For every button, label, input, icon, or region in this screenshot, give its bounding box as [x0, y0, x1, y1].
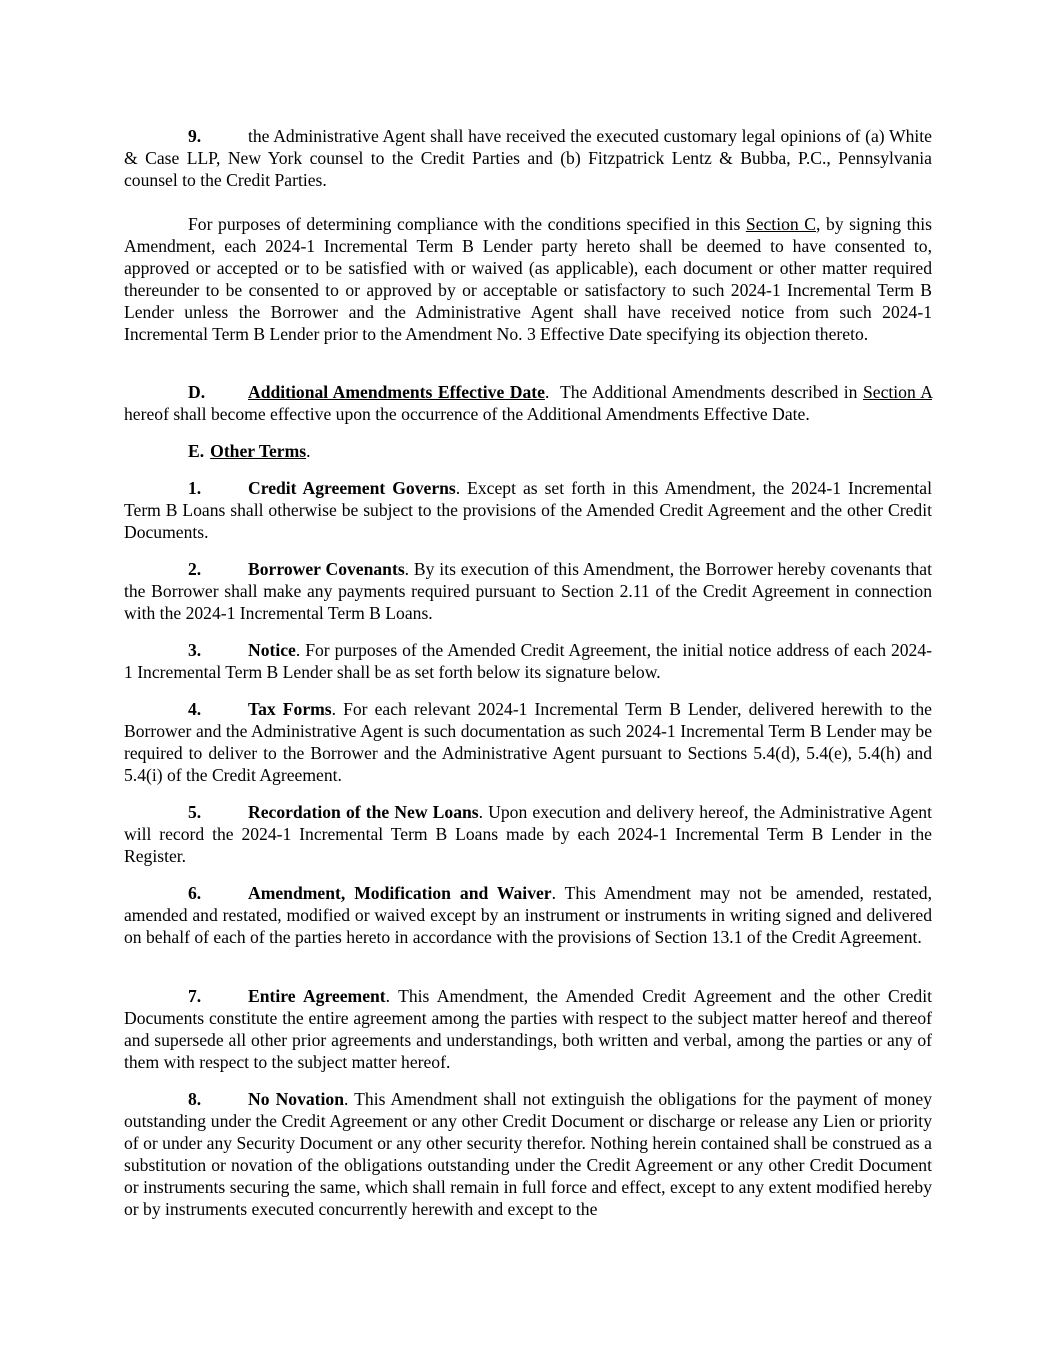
paragraph-text: the Administrative Agent shall have received the executed customary legal opinions of (a) White & Case LLP, New York counsel to the Credit Parties and (b) Fitzpatrick Lentz & Bubba, P.C., Pennsylvania counsel to the Credit Parties. — [124, 126, 932, 190]
section-e — [124, 440, 932, 462]
item-heading: Recordation of the New Loans — [248, 802, 479, 822]
item-heading: Amendment, Modification and Waiver — [248, 883, 552, 903]
list-item — [124, 558, 932, 624]
heading-period: . — [544, 382, 550, 402]
item-number: 1. — [188, 478, 202, 498]
item-heading: Tax Forms — [248, 699, 332, 719]
paragraph-purposes — [124, 213, 932, 345]
list-item — [124, 801, 932, 867]
section-number: E. — [188, 441, 205, 461]
list-item — [124, 639, 932, 683]
list-item — [124, 882, 932, 948]
paragraph-text: hereof shall become effective upon the occurrence of the Additional Amendments Effective Date. — [124, 404, 810, 424]
paragraph-text: The Additional Amendments described in — [549, 382, 863, 402]
item-number: 7. — [188, 986, 202, 1006]
list-item — [124, 477, 932, 543]
item-number: 2. — [188, 559, 202, 579]
list-item — [124, 698, 932, 786]
section-a-reference: Section A — [862, 382, 932, 402]
paragraph-9 — [124, 125, 932, 191]
item-number: 4. — [188, 699, 202, 719]
paragraph-number: 9. — [188, 126, 202, 146]
item-number: 8. — [188, 1089, 202, 1109]
item-number: 3. — [188, 640, 202, 660]
item-number: 6. — [188, 883, 202, 903]
section-c-reference: Section C — [745, 214, 817, 234]
item-text: . This Amendment may not be amended, restated, amended and restated, modified or waived except by an instrument or instruments in writing signed and delivered on behalf of each of the parties hereto in accordance with the provisions of Section 13.1 of the Credit Agreement. — [124, 883, 932, 947]
item-text: . For each relevant 2024-1 Incremental Term B Lender, delivered herewith to the Borrower and the Administrative Agent is such documentation as such 2024-1 Incremental Term B Lender may be required to deliver to the Borrower and the Administrative Agent pursuant to Sections 5.4(d), 5.4(e), 5.4(h) and 5.4(i) of the Credit Agreement. — [124, 699, 932, 785]
section-d — [124, 381, 932, 425]
list-item — [124, 1088, 932, 1220]
heading-period: . — [306, 441, 311, 461]
section-heading: Other Terms — [210, 441, 307, 461]
item-text: . Upon execution and delivery hereof, the Administrative Agent will record the 2024-1 Incremental Term B Loans made by each 2024-1 Incremental Term B Lender in the Register. — [124, 802, 932, 866]
item-text: . This Amendment shall not extinguish the obligations for the payment of money outstanding under the Credit Agreement or any other Credit Document or discharge or release any Lien or priority of or under any Security Document or any other security therefor. Nothing herein contained shall be construed as a substitution or novation of the obligations outstanding under the Credit Agreement or any other Credit Document or instruments securing the same, which shall remain in full force and effect, except to any extent modified hereby or by instruments executed concurrently herewith and except to the — [124, 1089, 932, 1219]
item-text: . This Amendment, the Amended Credit Agreement and the other Credit Documents constitute the entire agreement among the parties with respect to the subject matter hereof and thereof and supersede all other prior agreements and understandings, both written and verbal, among the parties or any of them with respect to the subject matter hereof. — [124, 986, 932, 1072]
item-heading: Credit Agreement Governs — [248, 478, 456, 498]
paragraph-text: For purposes of determining compliance with the conditions specified in this — [188, 214, 746, 234]
item-heading: Borrower Covenants — [248, 559, 405, 579]
list-item — [124, 985, 932, 1073]
section-heading: Additional Amendments Effective Date — [248, 382, 545, 402]
section-number: D. — [188, 382, 206, 402]
item-text: . By its execution of this Amendment, the Borrower hereby covenants that the Borrower shall make any payments required pursuant to Section 2.11 of the Credit Agreement in connection with the 2024-1 Incremental Term B Loans. — [124, 559, 932, 623]
item-heading: Entire Agreement — [248, 986, 386, 1006]
item-heading: Notice — [248, 640, 296, 660]
item-heading: No Novation — [248, 1089, 344, 1109]
item-text: . Except as set forth in this Amendment, the 2024-1 Incremental Term B Loans shall otherwise be subject to the provisions of the Amended Credit Agreement and the other Credit Documents. — [124, 478, 932, 542]
item-number: 5. — [188, 802, 202, 822]
item-text: . For purposes of the Amended Credit Agreement, the initial notice address of each 2024-1 Incremental Term B Lender shall be as set forth below its signature below. — [124, 640, 932, 682]
paragraph-text: , by signing this Amendment, each 2024-1 Incremental Term B Lender party hereto shall be deemed to have consented to, approved or accepted or to be satisfied with or waived (as applicable), each document or other matter required thereunder to be consented to or approved by or acceptable or satisfactory to such 2024-1 Incremental Term B Lender unless the Borrower and the Administrative Agent shall have received notice from such 2024-1 Incremental Term B Lender prior to the Amendment No. 3 Effective Date specifying its objection thereto. — [124, 214, 933, 344]
